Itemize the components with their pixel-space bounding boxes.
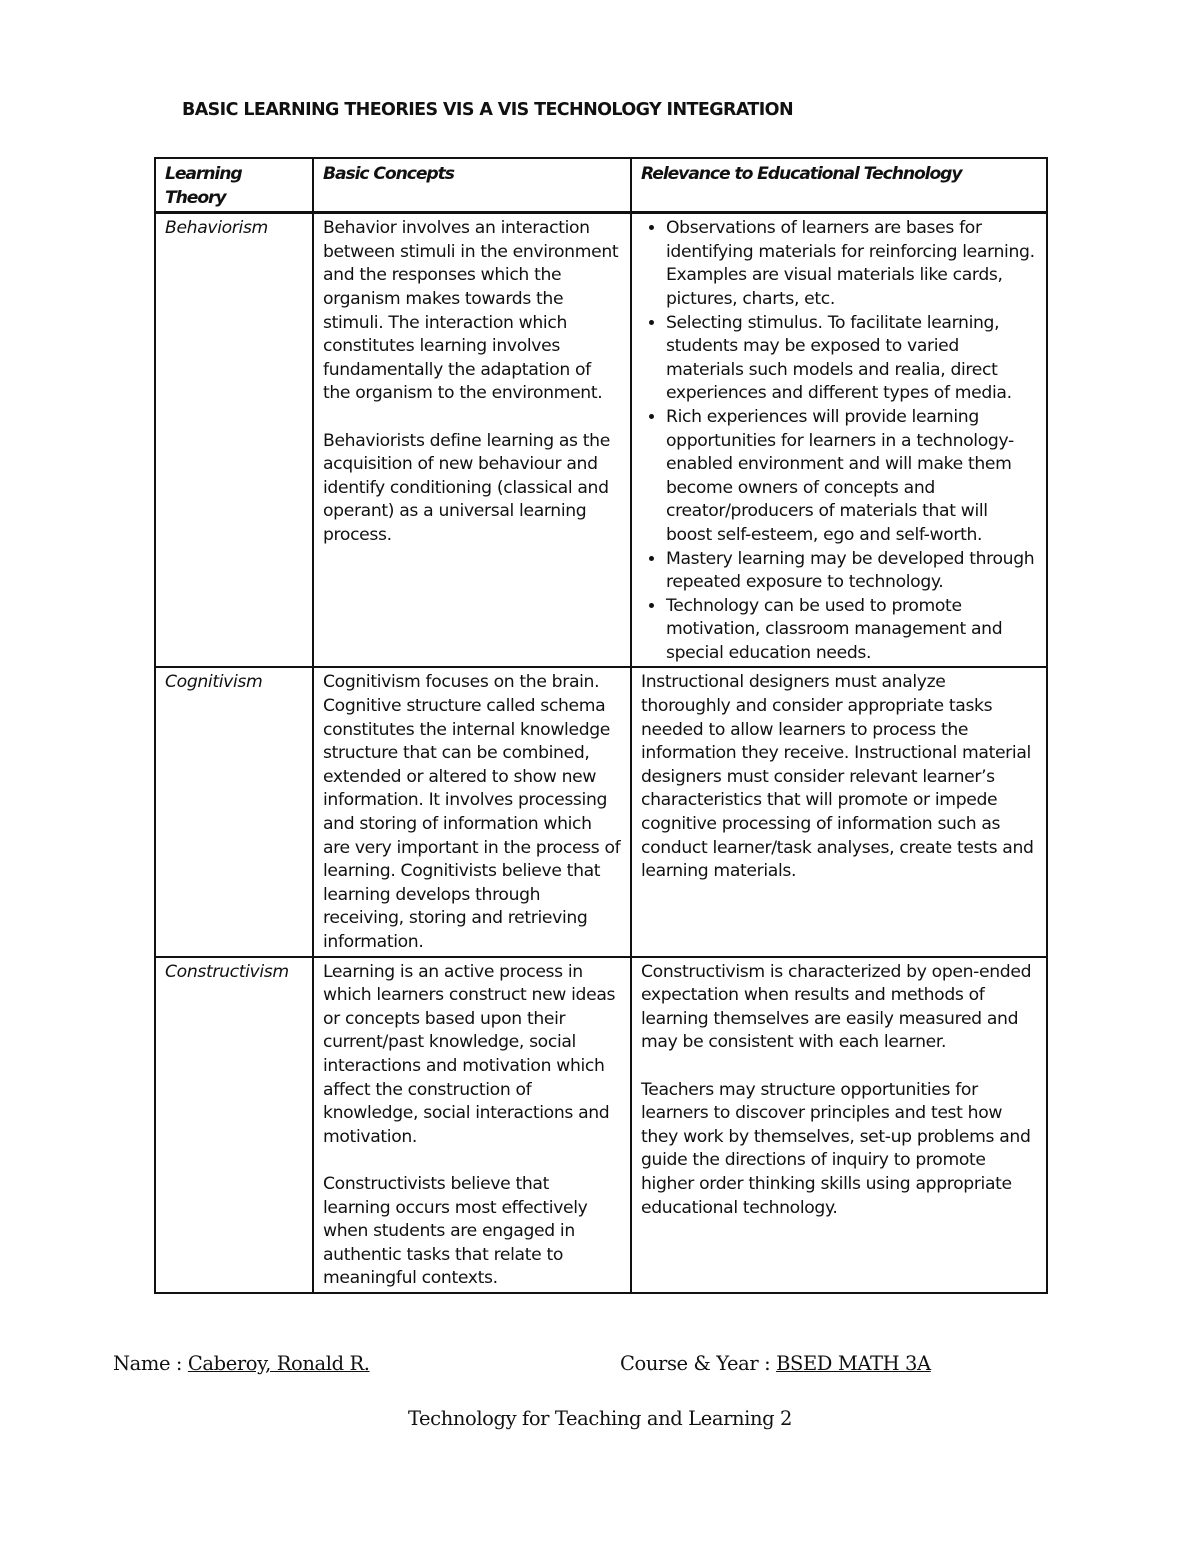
relevance-bullet: • Observations of learners are bases for identifying materials for reinforcing learning. Examples are visual materials like cards, pictures, charts, etc. xyxy=(666,217,1037,311)
relevance-paragraph: Constructivism is characterized by open-ended expectation when results and methods of learning themselves are easily measured and may be consistent with each learner. xyxy=(641,961,1032,1053)
relevance-bullet-list xyxy=(641,217,1037,665)
relevance-cell xyxy=(631,213,1047,668)
concept-paragraph: Learning is an active process in which learners construct new ideas or concepts based upon their current/past knowledge, social interactions and motivation which affect the construction of knowledge, social interactions and motivation. xyxy=(323,961,616,1147)
subject-title: Technology for Teaching and Learning 2 xyxy=(407,1407,793,1430)
relevance-bullet: • Rich experiences will provide learning opportunities for learners in a technology-enabled environment and will make them become owners of concepts and creator/producers of materials that will boost self-esteem, ego and self-worth. xyxy=(666,406,1037,548)
table-row-behaviorism xyxy=(155,213,1047,668)
theory-name: Cognitivism xyxy=(155,667,313,956)
relevance-cell xyxy=(631,957,1047,1293)
relevance-cell xyxy=(631,667,1047,956)
header-basic-concepts: Basic Concepts xyxy=(313,158,631,213)
relevance-bullet: • Selecting stimulus. To facilitate learning, students may be exposed to varied materials such models and realia, direct experiences and different types of media. xyxy=(666,312,1037,406)
course-value: BSED MATH 3A xyxy=(776,1352,931,1375)
relevance-paragraph: Teachers may structure opportunities for learners to discover principles and test how they work by themselves, set-up problems and guide the directions of inquiry to promote higher order thinking skills using appropriate educational technology. xyxy=(641,1079,1031,1218)
theory-name: Behaviorism xyxy=(155,213,313,668)
table-row-constructivism xyxy=(155,957,1047,1293)
relevance-bullet: • Technology can be used to promote motivation, classroom management and special education needs. xyxy=(666,595,1037,666)
header-learning-theory: Learning Theory xyxy=(155,158,313,213)
relevance-paragraph: Instructional designers must analyze thoroughly and consider appropriate tasks needed to allow learners to process the information they receive. Instructional material designers must consider relevant learner’s characteristics that will promote or impede cognitive processing of information such as conduct learner/task analyses, create tests and learning materials. xyxy=(641,672,1034,882)
learning-theories-table xyxy=(154,157,1048,1294)
page-title: BASIC LEARNING THEORIES VIS A VIS TECHNOLOGY INTEGRATION xyxy=(182,100,794,120)
course-label: Course & Year : xyxy=(620,1352,777,1375)
theory-name: Constructivism xyxy=(155,957,313,1293)
concept-paragraph: Constructivists believe that learning occurs most effectively when students are engaged in authentic tasks that relate to meaningful contexts. xyxy=(323,1173,588,1289)
student-name-line xyxy=(113,1352,370,1375)
concept-paragraph: Behaviorists define learning as the acquisition of new behaviour and identify conditioning (classical and operant) as a universal learning process. xyxy=(323,430,610,545)
name-value: Caberoy, Ronald R. xyxy=(187,1352,370,1375)
course-year-line xyxy=(620,1352,931,1375)
basic-concepts-cell xyxy=(313,957,631,1293)
basic-concepts-cell xyxy=(313,213,631,668)
relevance-bullet: • Mastery learning may be developed through repeated exposure to technology. xyxy=(666,548,1037,595)
table-row-cognitivism xyxy=(155,667,1047,956)
concept-paragraph: Cognitivism focuses on the brain. Cognitive structure called schema constitutes the internal knowledge structure that can be combined, extended or altered to show new information. It involves processing and storing of information which are very important in the process of learning. Cognitivists believe that learning develops through receiving, storing and retrieving information. xyxy=(323,672,621,952)
header-relevance: Relevance to Educational Technology xyxy=(631,158,1047,213)
table-header-row xyxy=(155,158,1047,213)
concept-paragraph: Behavior involves an interaction between stimuli in the environment and the responses which the organism makes towards the stimuli. The interaction which constitutes learning involves fundamentally the adaptation of the organism to the environment. xyxy=(323,218,619,404)
basic-concepts-cell xyxy=(313,667,631,956)
name-label: Name : xyxy=(113,1352,188,1375)
